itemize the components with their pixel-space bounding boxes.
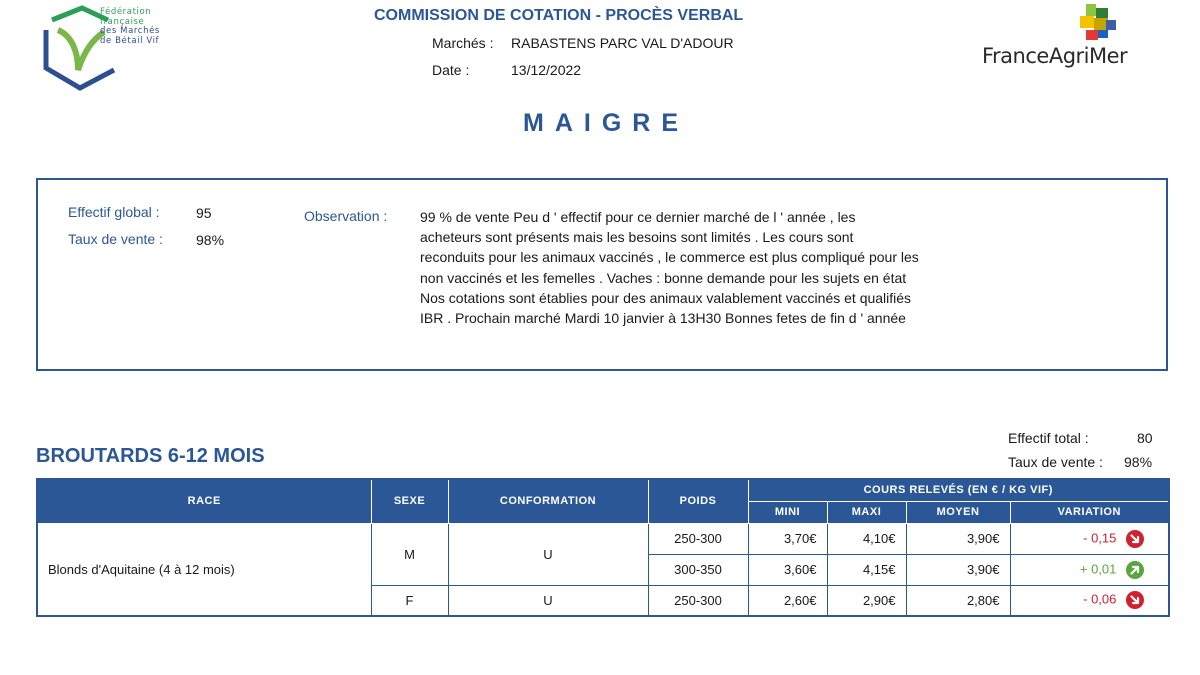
table-row bbox=[37, 523, 1169, 554]
sexe-cell: F bbox=[371, 585, 448, 616]
header-race: RACE bbox=[37, 479, 371, 523]
moyen-cell: 2,80€ bbox=[906, 585, 1010, 616]
observation-text: 99 % de vente Peu d ' effectif pour ce dernier marché de l ' année , les acheteurs sont présents mais les besoins sont limités . Les cours sont reconduits pour les animaux vaccinés , le commerce est plus compliqué pour les non vaccinés et les femelles . Vaches : bonne demande pour les sujets en état Nos cotations sont établies pour des animaux valablement vaccinés et qualifiés IBR . Prochain marché Mardi 10 janvier à 13H30 Bonnes fetes de fin d ' année bbox=[420, 209, 919, 327]
federation-logo-line: Fédération bbox=[100, 7, 152, 17]
taux-vente-total-label: Taux de vente : bbox=[1008, 454, 1103, 470]
maxi-cell: 2,90€ bbox=[827, 585, 906, 616]
mini-cell: 2,60€ bbox=[748, 585, 827, 616]
poids-cell: 300-350 bbox=[648, 554, 748, 585]
header-moyen: MOYEN bbox=[906, 501, 1010, 523]
variation-cell bbox=[1010, 585, 1169, 616]
mini-cell: 3,70€ bbox=[748, 523, 827, 554]
header-conformation: CONFORMATION bbox=[448, 479, 648, 523]
header-maxi: MAXI bbox=[827, 501, 906, 523]
franceagrimer-logo-icon bbox=[1076, 2, 1120, 46]
header-poids: POIDS bbox=[648, 479, 748, 523]
taux-vente-label: Taux de vente : bbox=[68, 231, 163, 247]
conformation-cell: U bbox=[448, 523, 648, 585]
taux-vente-value: 98% bbox=[196, 232, 225, 248]
marches-label: Marchés : bbox=[432, 35, 494, 51]
race-cell: Blonds d'Aquitaine (4 à 12 mois) bbox=[37, 523, 371, 616]
variation-value: - 0,15 bbox=[1083, 529, 1117, 545]
variation-value: + 0,01 bbox=[1079, 560, 1117, 576]
federation-logo-line: française bbox=[100, 16, 145, 27]
variation-cell bbox=[1010, 554, 1169, 585]
header-mini: MINI bbox=[748, 501, 827, 523]
franceagrimer-logo bbox=[980, 2, 1190, 72]
variation-value: - 0,06 bbox=[1083, 591, 1117, 607]
effectif-total-value: 80 bbox=[1137, 430, 1153, 446]
franceagrimer-logo-text: FranceAgriMer bbox=[982, 44, 1128, 68]
federation-logo bbox=[38, 0, 198, 94]
cotation-table-wrapper bbox=[36, 478, 1168, 617]
observation-label: Observation : bbox=[304, 208, 388, 224]
taux-vente-total-value: 98% bbox=[1124, 454, 1153, 470]
effectif-total-label: Effectif total : bbox=[1008, 430, 1089, 446]
date-value: 13/12/2022 bbox=[511, 62, 582, 78]
date-label: Date : bbox=[432, 62, 470, 78]
mini-cell: 3,60€ bbox=[748, 554, 827, 585]
sexe-cell: M bbox=[371, 523, 448, 585]
header-variation: VARIATION bbox=[1010, 501, 1169, 523]
moyen-cell: 3,90€ bbox=[906, 554, 1010, 585]
arrow-down-right-icon bbox=[1126, 530, 1144, 548]
poids-cell: 250-300 bbox=[648, 523, 748, 554]
poids-cell: 250-300 bbox=[648, 585, 748, 616]
summary-box bbox=[36, 178, 1168, 371]
effectif-global-label: Effectif global : bbox=[68, 204, 160, 220]
maxi-cell: 4,15€ bbox=[827, 554, 906, 585]
arrow-up-right-icon bbox=[1126, 561, 1144, 579]
maxi-cell: 4,10€ bbox=[827, 523, 906, 554]
federation-logo-line: des Marchés bbox=[100, 26, 160, 36]
effectif-global-value: 95 bbox=[196, 205, 212, 221]
moyen-cell: 3,90€ bbox=[906, 523, 1010, 554]
cotation-table bbox=[36, 478, 1170, 617]
marches-value: RABASTENS PARC VAL D'ADOUR bbox=[511, 35, 734, 51]
category-title: BROUTARDS 6-12 MOIS bbox=[36, 445, 265, 467]
header-sexe: SEXE bbox=[371, 479, 448, 523]
conformation-cell: U bbox=[448, 585, 648, 616]
federation-logo-line: de Bétail Vif bbox=[100, 35, 160, 46]
page-title: COMMISSION DE COTATION - PROCÈS VERBAL bbox=[374, 7, 744, 24]
variation-cell bbox=[1010, 523, 1169, 554]
section-title: MAIGRE bbox=[523, 109, 689, 137]
header-cours: COURS RELEVÉS (EN € / KG VIF) bbox=[748, 479, 1169, 501]
arrow-down-right-icon bbox=[1126, 591, 1144, 609]
